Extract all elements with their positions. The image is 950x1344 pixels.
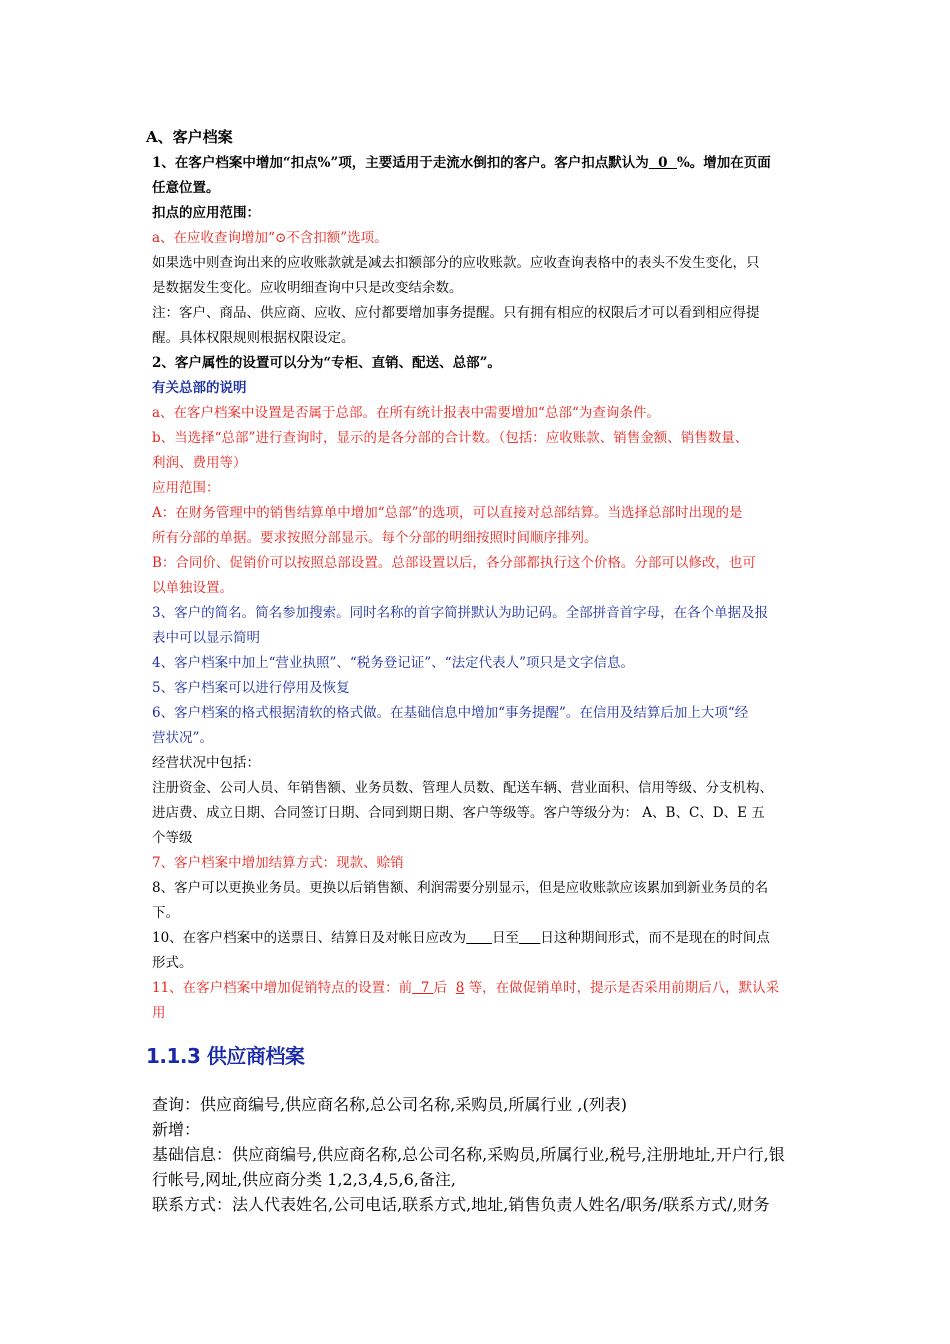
text-run: A：在财务管理中的销售结算单中增加“总部”的选项，可以直接对总部结算。当选择总部时出现的是 xyxy=(152,505,743,521)
text-run: B：合同价、促销价可以按照总部设置。总部设置以后，各分部都执行这个价格。分部可以修改，也可 xyxy=(152,555,756,571)
paragraph-line xyxy=(152,251,812,276)
paragraph-line xyxy=(152,576,812,601)
paragraph-line xyxy=(152,851,812,876)
text-run: 是数据发生变化。应收明细查询中只是改变结余数。 xyxy=(152,280,463,296)
paragraph-line xyxy=(152,426,812,451)
paragraph-line xyxy=(152,926,812,951)
supplier-archive-heading: 1.1.3 供应商档案 xyxy=(146,1044,305,1068)
paragraph-line xyxy=(152,876,812,901)
paragraph-line xyxy=(152,176,812,201)
text-run: 如果选中则查询出来的应收账款就是减去扣额部分的应收账款。应收查询表格中的表头不发生变化，只 xyxy=(152,255,760,271)
text-run: 营状况”。 xyxy=(152,730,213,746)
text-run: 2、客户属性的设置可以分为“专柜、直销、配送、总部”。 xyxy=(152,355,501,371)
section-title: A、客户档案 xyxy=(146,128,233,146)
paragraph-line xyxy=(152,326,812,351)
text-run: 7、客户档案中增加结算方式：现款、赊销 xyxy=(152,855,404,871)
paragraph-line xyxy=(152,801,812,826)
text-run: 扣点的应用范围： xyxy=(152,205,260,221)
text-run: 10、在客户档案中的送票日、结算日及对帐日应改为 xyxy=(152,930,467,946)
paragraph-line xyxy=(152,626,812,651)
text-run: 日这种期间形式，而不是现在的时间点 xyxy=(540,930,770,946)
supplier-line: 查询：供应商编号,供应商名称,总公司名称,采购员,所属行业 ,(列表) xyxy=(152,1095,628,1114)
text-run: 注册资金、公司人员、年销售额、业务员数、管理人员数、配送车辆、营业面积、信用等级、分支机构、 xyxy=(152,780,773,796)
paragraph-line xyxy=(152,901,812,926)
paragraph-line xyxy=(152,201,812,226)
text-run: 8、客户可以更换业务员。更换以后销售额、利润需要分别显示，但是应收账款应该累加到新业务员的名 xyxy=(152,880,769,896)
paragraph-line xyxy=(152,651,812,676)
paragraph-line xyxy=(152,551,812,576)
paragraph-line xyxy=(152,476,812,501)
text-run: 11、在客户档案中增加促销特点的设置：前 xyxy=(152,980,413,996)
text-run: a、在客户档案中设置是否属于总部。在所有统计报表中需要增加“总部“为查询条件。 xyxy=(152,405,660,421)
text-run: 4、客户档案中加上“营业执照”、“税务登记证”、“法定代表人”项只是文字信息。 xyxy=(152,655,634,671)
paragraph-line xyxy=(152,826,812,851)
text-run: 以单独设置。 xyxy=(152,580,233,596)
underlined-text: 8 xyxy=(455,980,465,996)
paragraph-line xyxy=(152,501,812,526)
paragraph-line xyxy=(152,726,812,751)
underlined-text: 0 xyxy=(648,155,677,171)
paragraph-line xyxy=(152,376,812,401)
paragraph-line xyxy=(152,226,812,251)
paragraph-line xyxy=(152,351,812,376)
paragraph-line xyxy=(152,976,812,1001)
text-run: 醒。具体权限规则根据权限设定。 xyxy=(152,330,355,346)
text-run: 6、客户档案的格式根据清软的格式做。在基础信息中增加“事务提醒”。在信用及结算后加上大项“经 xyxy=(152,705,749,721)
supplier-archive-body xyxy=(152,1092,822,1217)
text-run: 经营状况中包括： xyxy=(152,755,260,771)
paragraph-line xyxy=(152,676,812,701)
paragraph-line xyxy=(152,526,812,551)
text-run: 表中可以显示简明 xyxy=(152,630,260,646)
text-run: 个等级 xyxy=(152,830,193,846)
paragraph-line xyxy=(152,701,812,726)
text-run: 应用范围： xyxy=(152,480,220,496)
text-run: 有关总部的说明 xyxy=(152,380,247,396)
paragraph-line xyxy=(152,951,812,976)
text-run: 用 xyxy=(152,1005,166,1021)
text-run: 任意位置。 xyxy=(152,180,220,196)
paragraph-line xyxy=(152,1001,812,1026)
paragraph-line xyxy=(152,751,812,776)
text-run: a、在应收查询增加“⊙不含扣额”选项。 xyxy=(152,230,388,246)
text-run: 下。 xyxy=(152,905,179,921)
text-run: 3、客户的简名。简名参加搜索。同时名称的首字简拼默认为助记码。全部拼音首字母，在各个单据及报 xyxy=(152,605,769,621)
text-run: %。增加在页面 xyxy=(676,155,771,171)
paragraph-line xyxy=(152,601,812,626)
text-run: 注：客户、商品、供应商、应收、应付都要增加事务提醒。只有拥有相应的权限后才可以看到相应得提 xyxy=(152,305,760,321)
paragraph-line xyxy=(152,776,812,801)
supplier-line: 行帐号,网址,供应商分类 1,2,3,4,5,6,备注, xyxy=(152,1170,456,1189)
text-run: b、当选择“总部”进行查询时，显示的是各分部的合计数。（包括：应收账款、销售金额、销售数量、 xyxy=(152,430,749,446)
supplier-line: 基础信息：供应商编号,供应商名称,总公司名称,采购员,所属行业,税号,注册地址,开户行,银 xyxy=(152,1145,785,1164)
paragraph-line xyxy=(152,301,812,326)
text-run: 利润、费用等） xyxy=(152,455,247,471)
text-run: 形式。 xyxy=(152,955,193,971)
supplier-line: 联系方式：法人代表姓名,公司电话,联系方式,地址,销售负责人姓名/职务/联系方式/,财务 xyxy=(152,1195,770,1214)
underlined-text xyxy=(466,930,492,946)
paragraph-line xyxy=(152,276,812,301)
paragraph-line xyxy=(152,151,812,176)
customer-archive-section xyxy=(146,124,812,1026)
underlined-text: 7 xyxy=(412,980,434,996)
text-run: 后 xyxy=(433,980,456,996)
underlined-text xyxy=(519,930,540,946)
paragraph-line xyxy=(152,401,812,426)
supplier-line: 新增： xyxy=(152,1120,201,1139)
text-run: 等，在做促销单时，提示是否采用前期后八，默认采 xyxy=(464,980,780,996)
text-run: 日至 xyxy=(491,930,519,946)
section-body xyxy=(152,151,812,1026)
text-run: 1、在客户档案中增加“扣点%”项，主要适用于走流水倒扣的客户。客户扣点默认为 xyxy=(152,155,649,171)
text-run: 进店费、成立日期、合同签订日期、合同到期日期、客户等级等。客户等级分为： A、B、C、D、E 五 xyxy=(152,805,765,821)
text-run: 5、客户档案可以进行停用及恢复 xyxy=(152,680,350,696)
paragraph-line xyxy=(152,451,812,476)
text-run: 所有分部的单据。要求按照分部显示。每个分部的明细按照时间顺序排列。 xyxy=(152,530,598,546)
